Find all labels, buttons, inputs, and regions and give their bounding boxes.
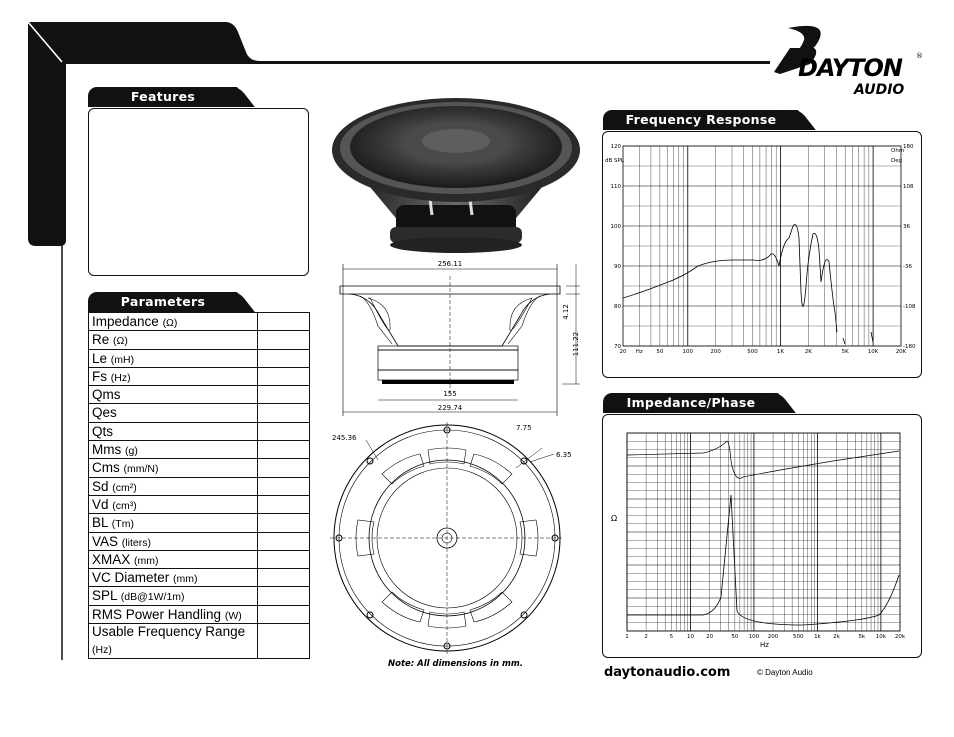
dim-top-width: 256.11 <box>437 260 463 268</box>
dayton-audio-logo <box>770 22 930 102</box>
fr-ytick-right: -108 <box>903 304 916 310</box>
fr-ytick: 80 <box>614 304 621 310</box>
footer-copyright: © Dayton Audio <box>757 668 813 677</box>
imp-xtick: 50 <box>731 634 739 640</box>
dim-cutout: 229.74 <box>437 404 463 412</box>
param-name: VAS <box>92 533 119 549</box>
param-row <box>89 532 309 550</box>
woofer-photo <box>330 95 582 255</box>
fr-xtick: 200 <box>710 349 721 355</box>
registered-mark: ® <box>916 52 923 60</box>
imp-xtick: 500 <box>793 634 804 640</box>
imp-xtick: 2k <box>833 634 840 640</box>
param-name: XMAX <box>92 551 131 567</box>
param-name: RMS Power Handling <box>92 606 222 622</box>
impedance-phase-heading: Impedance/Phase <box>603 393 779 413</box>
param-row <box>89 495 309 513</box>
imp-xtick: 5k <box>858 634 866 640</box>
param-unit: (mH) <box>110 353 135 366</box>
parameters-heading: Parameters <box>88 292 238 312</box>
param-name: Re <box>92 332 110 348</box>
fr-ytick-right: 36 <box>903 224 910 230</box>
param-unit: (dB@1W/1m) <box>120 591 185 604</box>
frequency-response-chart <box>603 132 921 376</box>
param-row <box>89 513 309 531</box>
param-row <box>89 623 309 658</box>
param-row <box>89 349 309 367</box>
parameters-table <box>88 312 310 659</box>
fr-ytick: 70 <box>614 344 621 350</box>
fr-xtick: 20 <box>619 349 627 355</box>
param-unit: (liters) <box>121 536 151 549</box>
fr-xtick: 10K <box>867 349 879 355</box>
dim-height: 111.22 <box>572 331 580 357</box>
fr-xtick: Hz <box>635 349 643 355</box>
param-name: Le <box>92 350 108 366</box>
param-row <box>89 422 309 440</box>
param-row <box>89 367 309 385</box>
imp-xtick: 200 <box>767 634 779 640</box>
side-view-drawing <box>330 256 586 416</box>
imp-ylabel: Ω <box>611 514 618 523</box>
param-name: BL <box>92 515 109 531</box>
param-unit: (mm) <box>173 573 198 586</box>
param-name: Qms <box>92 387 121 403</box>
param-name: Vd <box>92 496 109 512</box>
fr-xtick: 2K <box>804 349 812 355</box>
param-name: Mms <box>92 442 122 458</box>
param-row <box>89 312 309 330</box>
fr-ytick: 110 <box>610 184 621 190</box>
param-row <box>89 550 309 568</box>
param-name: Usable Frequency Range <box>92 624 246 640</box>
param-name: Qes <box>92 405 117 421</box>
fr-ytick-right: 180 <box>903 144 914 150</box>
param-unit: (g) <box>125 445 138 458</box>
param-row <box>89 568 309 586</box>
front-view-drawing <box>320 420 590 660</box>
fr-xtick: 100 <box>682 349 694 355</box>
param-unit: (Hz) <box>110 371 131 384</box>
logo-subtext: AUDIO <box>854 82 905 98</box>
fr-xtick: 1K <box>776 349 784 355</box>
param-unit: (mm) <box>134 554 159 567</box>
dim-hole-b: 6.35 <box>556 451 572 459</box>
param-name: Impedance <box>92 314 159 329</box>
param-name: VC Diameter <box>92 570 170 586</box>
param-unit: (Ω) <box>113 335 128 348</box>
features-box <box>88 108 309 276</box>
fr-xtick: 500 <box>747 349 758 355</box>
imp-xtick: 5 <box>669 634 674 640</box>
param-unit: (cm³) <box>112 499 137 512</box>
param-unit: (W) <box>224 609 242 622</box>
phase-curve <box>627 441 899 478</box>
frequency-response-heading: Frequency Response <box>603 110 799 130</box>
fr-ytick: 90 <box>614 264 621 270</box>
param-name: Cms <box>92 460 120 476</box>
param-row <box>89 477 309 495</box>
features-heading: Features <box>88 87 238 107</box>
fr-corner-label: Ohm <box>891 148 905 154</box>
param-unit: (Ω) <box>162 317 178 329</box>
param-row <box>89 330 309 348</box>
imp-xtick: 2 <box>644 634 648 640</box>
logo-text: DAYTON <box>798 54 902 82</box>
dim-flange: 4.12 <box>562 304 570 320</box>
dim-mount-diameter: 245.36 <box>332 434 357 442</box>
imp-xtick: 1 <box>625 634 629 640</box>
imp-xtick: 10k <box>875 634 886 640</box>
param-name: Qts <box>92 423 114 439</box>
impedance-phase-chart <box>603 415 921 655</box>
fr-ytick-right: 108 <box>903 184 914 190</box>
param-row <box>89 605 309 623</box>
fr-ytick: 120 <box>610 144 621 150</box>
param-row <box>89 385 309 403</box>
fr-ytick: 100 <box>610 224 621 230</box>
param-unit: (Hz) <box>92 643 112 656</box>
fr-ylabel-right: Deg <box>891 158 903 164</box>
fr-ytick-right: -180 <box>903 344 916 350</box>
fr-xtick: 5K <box>841 349 849 355</box>
param-name: Fs <box>92 368 107 384</box>
param-unit: (Tm) <box>111 518 134 531</box>
param-row <box>89 403 309 421</box>
fr-xtick: 50 <box>656 349 664 355</box>
dimensions-note: Note: All dimensions in mm. <box>388 659 523 669</box>
dim-hole-a: 7.75 <box>516 424 532 432</box>
imp-xtick: 100 <box>748 634 760 640</box>
fr-ytick-right: -36 <box>903 264 912 270</box>
imp-xtick: 10 <box>686 634 694 640</box>
param-row <box>89 440 309 458</box>
param-name: Sd <box>92 478 109 494</box>
fr-ylabel: dB SPL <box>605 158 624 164</box>
param-row <box>89 458 309 476</box>
imp-xlabel: Hz <box>760 641 769 649</box>
fr-xtick: 20K <box>895 349 907 355</box>
dim-magnet: 155 <box>443 390 457 398</box>
imp-xtick: 20 <box>706 634 714 640</box>
imp-xtick: 20k <box>894 634 906 640</box>
param-row <box>89 586 309 604</box>
imp-xtick: 1k <box>814 634 821 640</box>
footer-url[interactable]: daytonaudio.com <box>604 665 731 680</box>
param-name: SPL <box>92 588 118 604</box>
impedance-curve <box>627 495 899 625</box>
param-unit: (mm/N) <box>123 463 159 476</box>
param-unit: (cm²) <box>112 481 137 494</box>
